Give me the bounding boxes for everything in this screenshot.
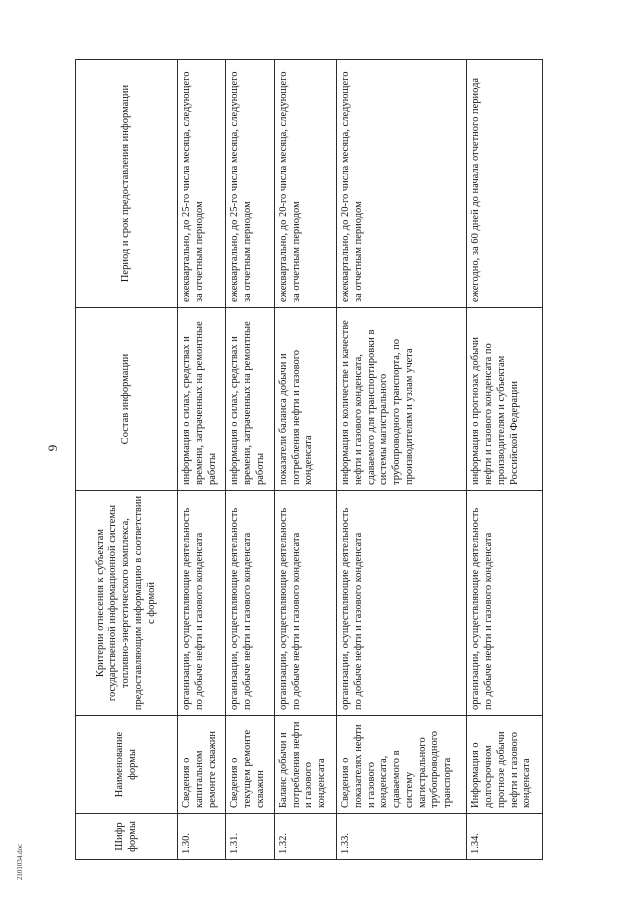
cell-period: ежеквартально, до 25-го числа месяца, следующего за отчетным периодом: [226, 60, 274, 308]
table-row: [178, 60, 226, 860]
cell-code: 1.33.: [336, 814, 466, 860]
cell-period: ежеквартально, до 20-го числа месяца, следующего за отчетным периодом: [274, 60, 336, 308]
cell-period: ежеквартально, до 20-го числа месяца, следующего за отчетным периодом: [336, 60, 466, 308]
cell-name: Баланс добычи и потребления нефти и газового конденсата: [274, 716, 336, 814]
cell-name: Информация о долгосрочном прогнозе добычи нефти и газового конденсата: [467, 716, 543, 814]
cell-name: Сведения о показателях нефти и газового конденсата, сдаваемого в систему магистрального трубопроводного транспорта: [336, 716, 466, 814]
cell-code: 1.32.: [274, 814, 336, 860]
table-header-row: [76, 60, 178, 860]
table-row: [274, 60, 336, 860]
header-code: Шифр формы: [76, 814, 178, 860]
page-number: 9: [45, 444, 60, 452]
cell-code: 1.34.: [467, 814, 543, 860]
cell-composition: информация о силах, средствах и времени, затраченных на ремонтные работы: [226, 308, 274, 491]
cell-composition: информация о силах, средствах и времени, затраченных на ремонтные работы: [178, 308, 226, 491]
header-period: Период и срок предоставления информации: [76, 60, 178, 308]
cell-code: 1.31.: [226, 814, 274, 860]
file-stamp: 2101034.doc: [16, 843, 24, 881]
cell-criteria: организации, осуществляющие деятельность по добыче нефти и газового конденсата: [467, 491, 543, 716]
header-composition: Состав информации: [76, 308, 178, 491]
table-row: [226, 60, 274, 860]
table-row: [336, 60, 466, 860]
cell-criteria: организации, осуществляющие деятельность по добыче нефти и газового конденсата: [274, 491, 336, 716]
cell-code: 1.30.: [178, 814, 226, 860]
cell-criteria: организации, осуществляющие деятельность по добыче нефти и газового конденсата: [226, 491, 274, 716]
cell-composition: информация о количестве и качестве нефти и газового конденсата, сдаваемого для транспортировки в системы магистрального трубопроводного транспорта, по производителям и узлам учета: [336, 308, 466, 491]
cell-name: Сведения о капитальном ремонте скважин: [178, 716, 226, 814]
forms-table-container: [75, 60, 543, 860]
forms-table: [75, 59, 543, 860]
cell-composition: информация о прогнозах добычи нефти и газового конденсата по производителям и субъектам Российской Федерации: [467, 308, 543, 491]
header-name: Наименование формы: [76, 716, 178, 814]
cell-criteria: организации, осуществляющие деятельность по добыче нефти и газового конденсата: [178, 491, 226, 716]
cell-period: ежегодно, за 60 дней до начала отчетного периода: [467, 60, 543, 308]
cell-composition: показатели баланса добычи и потребления нефти и газового конденсата: [274, 308, 336, 491]
cell-name: Сведения о текущем ремонте скважин: [226, 716, 274, 814]
table-row: [467, 60, 543, 860]
header-criteria: Критерии отнесения к субъектам государственной информационной системы топливно-энергетического комплекса, предоставляющим информацию в соответствии с формой: [76, 491, 178, 716]
cell-criteria: организации, осуществляющие деятельность по добыче нефти и газового конденсата: [336, 491, 466, 716]
cell-period: ежеквартально, до 25-го числа месяца, следующего за отчетным периодом: [178, 60, 226, 308]
